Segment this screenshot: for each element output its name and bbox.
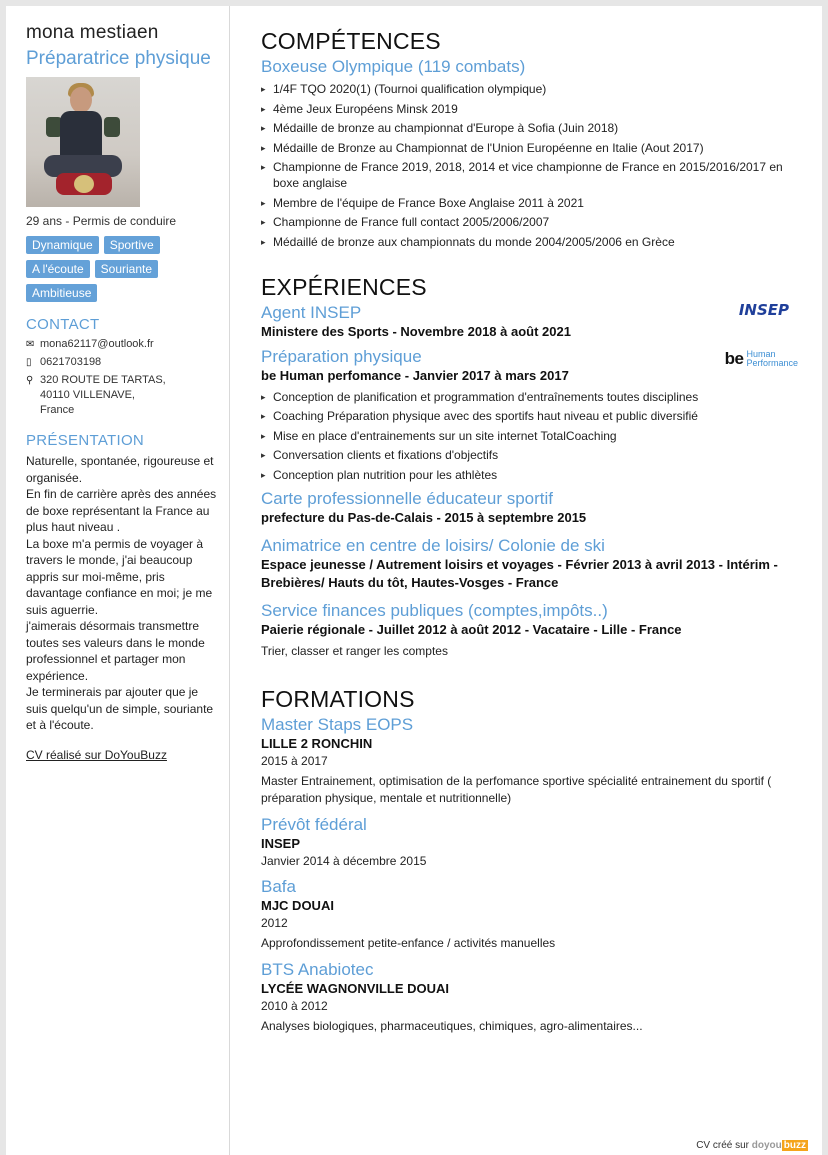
experience-task-list	[261, 389, 806, 483]
formation-school: LILLE 2 RONCHIN	[261, 735, 373, 751]
phone-icon: ▯	[26, 357, 32, 368]
list-item: ▸ Mise en place d'entrainements sur un site internet TotalCoaching	[261, 428, 806, 444]
experience-title: Préparation physique	[261, 346, 422, 366]
formation-entry	[261, 960, 806, 1035]
list-item: ▸ Championne de France 2019, 2018, 2014 et vice championne de France en 2015/2016/2017 en boxe anglaise	[261, 159, 806, 191]
list-item: ▸ Médaille de Bronze au Championnat de l'Union Européenne en Italie (Aout 2017)	[261, 140, 806, 156]
phone-text[interactable]: 0621703198	[40, 356, 102, 368]
experience-title: Carte professionnelle éducateur sportif	[261, 488, 553, 508]
cv-doyoubuzz-link[interactable]: CV réalisé sur DoYouBuzz	[26, 747, 167, 762]
brand-part: buzz	[783, 1140, 806, 1151]
formation-title: BTS Anabiotec	[261, 959, 374, 979]
address-line: 40110 VILLENAVE,	[40, 389, 135, 401]
formation-entry	[261, 815, 806, 869]
tag: Dynamique	[26, 236, 99, 254]
experience-subtitle: Espace jeunesse / Autrement loisirs et voyages - Février 2013 à avril 2013 - Intérim - Brebières/ Hauts du tôt, Hautes-Vosges - France	[261, 556, 778, 590]
tag: A l'écoute	[26, 260, 90, 278]
formation-school: LYCÉE WAGNONVILLE DOUAI	[261, 980, 450, 996]
competences-heading: COMPÉTENCES	[261, 28, 441, 54]
presentation-text	[26, 453, 219, 734]
logo-sub-text: Human	[746, 348, 776, 359]
list-item: ▸ Médaillé de bronze aux championnats du monde 2004/2005/2006 en Grèce	[261, 234, 806, 250]
presentation-paragraph: j'aimerais désormais transmettre toutes ses valeurs dans le monde professionnel et partager mon expérience.	[26, 619, 205, 683]
contact-heading: CONTACT	[26, 316, 100, 333]
skill-tags	[26, 236, 219, 302]
competence-title: Boxeuse Olympique (119 combats)	[261, 57, 526, 76]
presentation-paragraph: Naturelle, spontanée, rigoureuse et organisée.	[26, 454, 214, 485]
presentation-paragraph: Je terminerais par ajouter que je suis quelqu'un de simple, souriante et à l'écoute.	[26, 685, 214, 732]
tag: Ambitieuse	[26, 284, 97, 302]
list-item: ▸ Médaille de bronze au championnat d'Europe à Sofia (Juin 2018)	[261, 120, 806, 136]
formation-date: 2015 à 2017	[261, 753, 328, 768]
sidebar	[6, 6, 230, 1155]
experience-entry	[261, 489, 806, 527]
address-line: France	[40, 404, 75, 416]
experience-entry	[261, 300, 806, 341]
experience-subtitle: Paierie régionale - Juillet 2012 à août 2012 - Vacataire - Lille - France	[261, 621, 682, 637]
experience-subtitle: be Human perfomance - Janvier 2017 à mars 2017	[261, 367, 569, 383]
address-line: 320 ROUTE DE TARTAS,	[40, 374, 166, 386]
insep-logo: INSEP	[738, 300, 789, 319]
tag: Sportive	[104, 236, 160, 254]
experience-entry	[261, 536, 806, 592]
list-item: ▸ 1/4F TQO 2020(1) (Tournoi qualification olympique)	[261, 81, 806, 97]
formation-title: Bafa	[261, 876, 296, 896]
list-item: ▸ Conception plan nutrition pour les athlètes	[261, 467, 806, 483]
presentation-paragraph: La boxe m'a permis de voyager à travers le monde, j'ai beaucoup appris sur moi-même, pris davantage confiance en moi; je me suis aguerrie.	[26, 536, 213, 617]
footer-credit	[696, 1140, 808, 1151]
presentation-heading: PRÉSENTATION	[26, 432, 145, 449]
email-text[interactable]: mona62117@outlook.fr	[40, 338, 154, 350]
presentation-paragraph: En fin de carrière après des années de boxe représentant la France au plus haut niveau .	[26, 487, 217, 534]
list-item: ▸ Membre de l'équipe de France Boxe Anglaise 2011 à 2021	[261, 195, 806, 211]
formation-date: 2012	[261, 915, 288, 930]
experiences-heading: EXPÉRIENCES	[261, 273, 427, 300]
be-human-performance-logo	[725, 349, 798, 369]
formation-description: Master Entrainement, optimisation de la perfomance sportive spécialité entrainement du sportif ( préparation physique, mentale et nutritionnelle)	[261, 773, 772, 805]
experience-title: Animatrice en centre de loisirs/ Colonie de ski	[261, 535, 605, 555]
footer-text: CV créé sur	[696, 1140, 749, 1151]
experience-entry	[261, 601, 806, 660]
age-line: 29 ans - Permis de conduire	[26, 214, 177, 228]
formation-school: INSEP	[261, 835, 301, 851]
logo-sub-text: Performance	[746, 357, 798, 368]
contact-address	[26, 373, 219, 418]
person-name: mona mestiaen	[26, 22, 159, 43]
list-item: ▸ 4ème Jeux Européens Minsk 2019	[261, 101, 806, 117]
formation-entry	[261, 715, 806, 807]
cv-page	[6, 6, 822, 1155]
formation-description: Approfondissement petite-enfance / activités manuelles	[261, 935, 556, 950]
job-title: Préparatrice physique	[26, 48, 211, 69]
contact-phone	[26, 355, 219, 370]
contact-email	[26, 337, 219, 352]
location-pin-icon: ⚲	[26, 375, 34, 386]
doyoubuzz-logo[interactable]	[752, 1140, 808, 1151]
experience-subtitle: prefecture du Pas-de-Calais - 2015 à septembre 2015	[261, 509, 587, 525]
logo-main-text: be	[724, 348, 744, 368]
formations-heading: FORMATIONS	[261, 685, 415, 712]
formation-title: Master Staps EOPS	[261, 714, 414, 734]
list-item: ▸ Coaching Préparation physique avec des sportifs haut niveau et public diversifié	[261, 408, 806, 424]
experience-description: Trier, classer et ranger les comptes	[261, 643, 448, 658]
formation-school: MJC DOUAI	[261, 897, 334, 913]
envelope-icon: ✉	[26, 339, 35, 350]
experience-subtitle: Ministere des Sports - Novembre 2018 à août 2021	[261, 323, 571, 339]
competence-list	[261, 81, 806, 250]
experience-title: Service finances publiques (comptes,impôts..)	[261, 600, 608, 620]
formation-entry	[261, 877, 806, 952]
formation-title: Prévôt fédéral	[261, 814, 367, 834]
tag: Souriante	[95, 260, 158, 278]
list-item: ▸ Conception de planification et programmation d'entraînements toutes disciplines	[261, 389, 806, 405]
profile-photo	[26, 77, 140, 207]
brand-part: doyou	[751, 1140, 782, 1151]
main-content	[261, 28, 806, 1035]
list-item: ▸ Conversation clients et fixations d'objectifs	[261, 447, 806, 463]
experience-entry	[261, 347, 806, 483]
formation-date: Janvier 2014 à décembre 2015	[261, 853, 427, 868]
formation-date: 2010 à 2012	[261, 998, 328, 1013]
list-item: ▸ Championne de France full contact 2005/2006/2007	[261, 214, 806, 230]
experience-title: Agent INSEP	[261, 302, 362, 322]
formation-description: Analyses biologiques, pharmaceutiques, chimiques, agro-alimentaires...	[261, 1018, 643, 1033]
